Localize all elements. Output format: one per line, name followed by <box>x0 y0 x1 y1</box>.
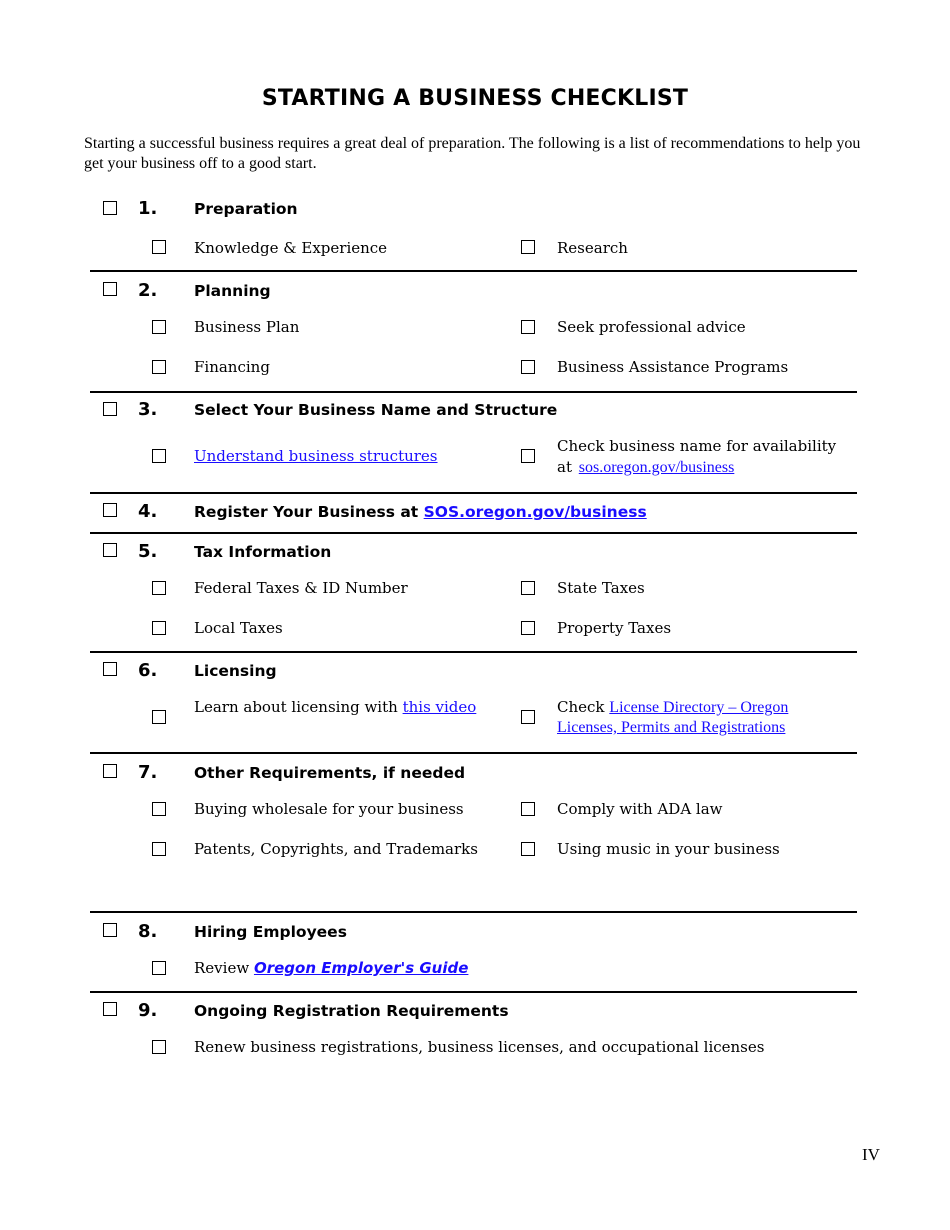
section-divider <box>90 752 857 754</box>
section-4-number: 4. <box>138 501 158 522</box>
license-directory-line-1 <box>557 697 788 718</box>
section-8-number: 8. <box>138 921 158 942</box>
research-label: Research <box>557 239 628 257</box>
wholesale-checkbox[interactable] <box>152 802 166 816</box>
ada-label: Comply with ADA law <box>557 800 723 818</box>
section-8-heading: Hiring Employees <box>194 923 347 941</box>
check-name-checkbox[interactable] <box>521 449 535 463</box>
section-2-number: 2. <box>138 280 158 301</box>
property-taxes-checkbox[interactable] <box>521 621 535 635</box>
section-9-heading: Ongoing Registration Requirements <box>194 1002 509 1020</box>
check-text: Check <box>557 698 605 716</box>
assistance-programs-label: Business Assistance Programs <box>557 358 789 376</box>
page-number: IV <box>862 1145 880 1164</box>
section-5-checkbox[interactable] <box>103 543 117 557</box>
license-directory-link[interactable]: License Directory – Oregon <box>609 699 789 716</box>
business-plan-checkbox[interactable] <box>152 320 166 334</box>
section-1-number: 1. <box>138 198 158 219</box>
section-4-checkbox[interactable] <box>103 503 117 517</box>
section-divider <box>90 270 857 272</box>
review-text: Review <box>194 959 250 977</box>
section-9-checkbox[interactable] <box>103 1002 117 1016</box>
section-2-checkbox[interactable] <box>103 282 117 296</box>
license-directory-checkbox[interactable] <box>521 710 535 724</box>
section-1-checkbox[interactable] <box>103 201 117 215</box>
licensing-video-checkbox[interactable] <box>152 710 166 724</box>
state-taxes-checkbox[interactable] <box>521 581 535 595</box>
section-5-number: 5. <box>138 541 158 562</box>
music-checkbox[interactable] <box>521 842 535 856</box>
intro-paragraph: Starting a successful business requires a great deal of preparation. The following is a list of recommendations to help you get your business off to a good start. <box>84 135 861 172</box>
section-8-checkbox[interactable] <box>103 923 117 937</box>
financing-checkbox[interactable] <box>152 360 166 374</box>
register-text: Register Your Business at <box>194 503 419 521</box>
section-3-heading: Select Your Business Name and Structure <box>194 401 558 419</box>
renew-registrations-checkbox[interactable] <box>152 1040 166 1054</box>
local-taxes-checkbox[interactable] <box>152 621 166 635</box>
assistance-programs-checkbox[interactable] <box>521 360 535 374</box>
research-checkbox[interactable] <box>521 240 535 254</box>
music-label: Using music in your business <box>557 840 780 858</box>
patents-label: Patents, Copyrights, and Trademarks <box>194 840 478 858</box>
license-directory-link-cont[interactable]: Licenses, Permits and Registrations <box>557 719 786 736</box>
professional-advice-checkbox[interactable] <box>521 320 535 334</box>
knowledge-label: Knowledge & Experience <box>194 239 388 257</box>
section-divider <box>90 651 857 653</box>
state-taxes-label: State Taxes <box>557 579 645 597</box>
section-divider <box>90 991 857 993</box>
section-divider <box>90 532 857 534</box>
sos-register-link[interactable]: SOS.oregon.gov/business <box>423 503 647 521</box>
ada-checkbox[interactable] <box>521 802 535 816</box>
section-2-heading: Planning <box>194 282 271 300</box>
at-text: at <box>557 458 572 476</box>
section-9-number: 9. <box>138 1000 158 1021</box>
section-5-heading: Tax Information <box>194 543 332 561</box>
knowledge-checkbox[interactable] <box>152 240 166 254</box>
financing-label: Financing <box>194 358 270 376</box>
section-4-heading <box>194 502 647 522</box>
structures-checkbox[interactable] <box>152 449 166 463</box>
section-divider <box>90 492 857 494</box>
section-7-checkbox[interactable] <box>103 764 117 778</box>
employer-guide-line <box>194 958 468 978</box>
section-3-checkbox[interactable] <box>103 402 117 416</box>
section-divider <box>90 911 857 913</box>
section-divider <box>90 391 857 393</box>
professional-advice-label: Seek professional advice <box>557 318 746 336</box>
federal-taxes-checkbox[interactable] <box>152 581 166 595</box>
license-directory-line-2 <box>557 717 785 738</box>
local-taxes-label: Local Taxes <box>194 619 283 637</box>
licensing-video-line <box>194 697 476 717</box>
section-1-heading: Preparation <box>194 200 298 218</box>
check-name-label: Check business name for availability <box>557 437 837 455</box>
wholesale-label: Buying wholesale for your business <box>194 800 464 818</box>
patents-checkbox[interactable] <box>152 842 166 856</box>
this-video-link[interactable]: this video <box>402 698 477 716</box>
employer-guide-link[interactable]: Oregon Employer's Guide <box>253 959 469 977</box>
page-title: STARTING A BUSINESS CHECKLIST <box>261 86 689 111</box>
section-6-heading: Licensing <box>194 662 277 680</box>
sos-business-link[interactable]: sos.oregon.gov/business <box>578 459 735 476</box>
federal-taxes-label: Federal Taxes & ID Number <box>194 579 408 597</box>
section-6-checkbox[interactable] <box>103 662 117 676</box>
section-6-number: 6. <box>138 660 158 681</box>
property-taxes-label: Property Taxes <box>557 619 672 637</box>
check-name-at-line <box>557 457 734 478</box>
section-7-number: 7. <box>138 762 158 783</box>
employer-guide-checkbox[interactable] <box>152 961 166 975</box>
renew-registrations-label: Renew business registrations, business licenses, and occupational licenses <box>194 1038 765 1056</box>
section-7-heading: Other Requirements, if needed <box>194 764 466 782</box>
learn-licensing-text: Learn about licensing with <box>194 698 398 716</box>
section-3-number: 3. <box>138 399 158 420</box>
business-plan-label: Business Plan <box>194 318 300 336</box>
understand-structures-link[interactable]: Understand business structures <box>194 447 438 465</box>
